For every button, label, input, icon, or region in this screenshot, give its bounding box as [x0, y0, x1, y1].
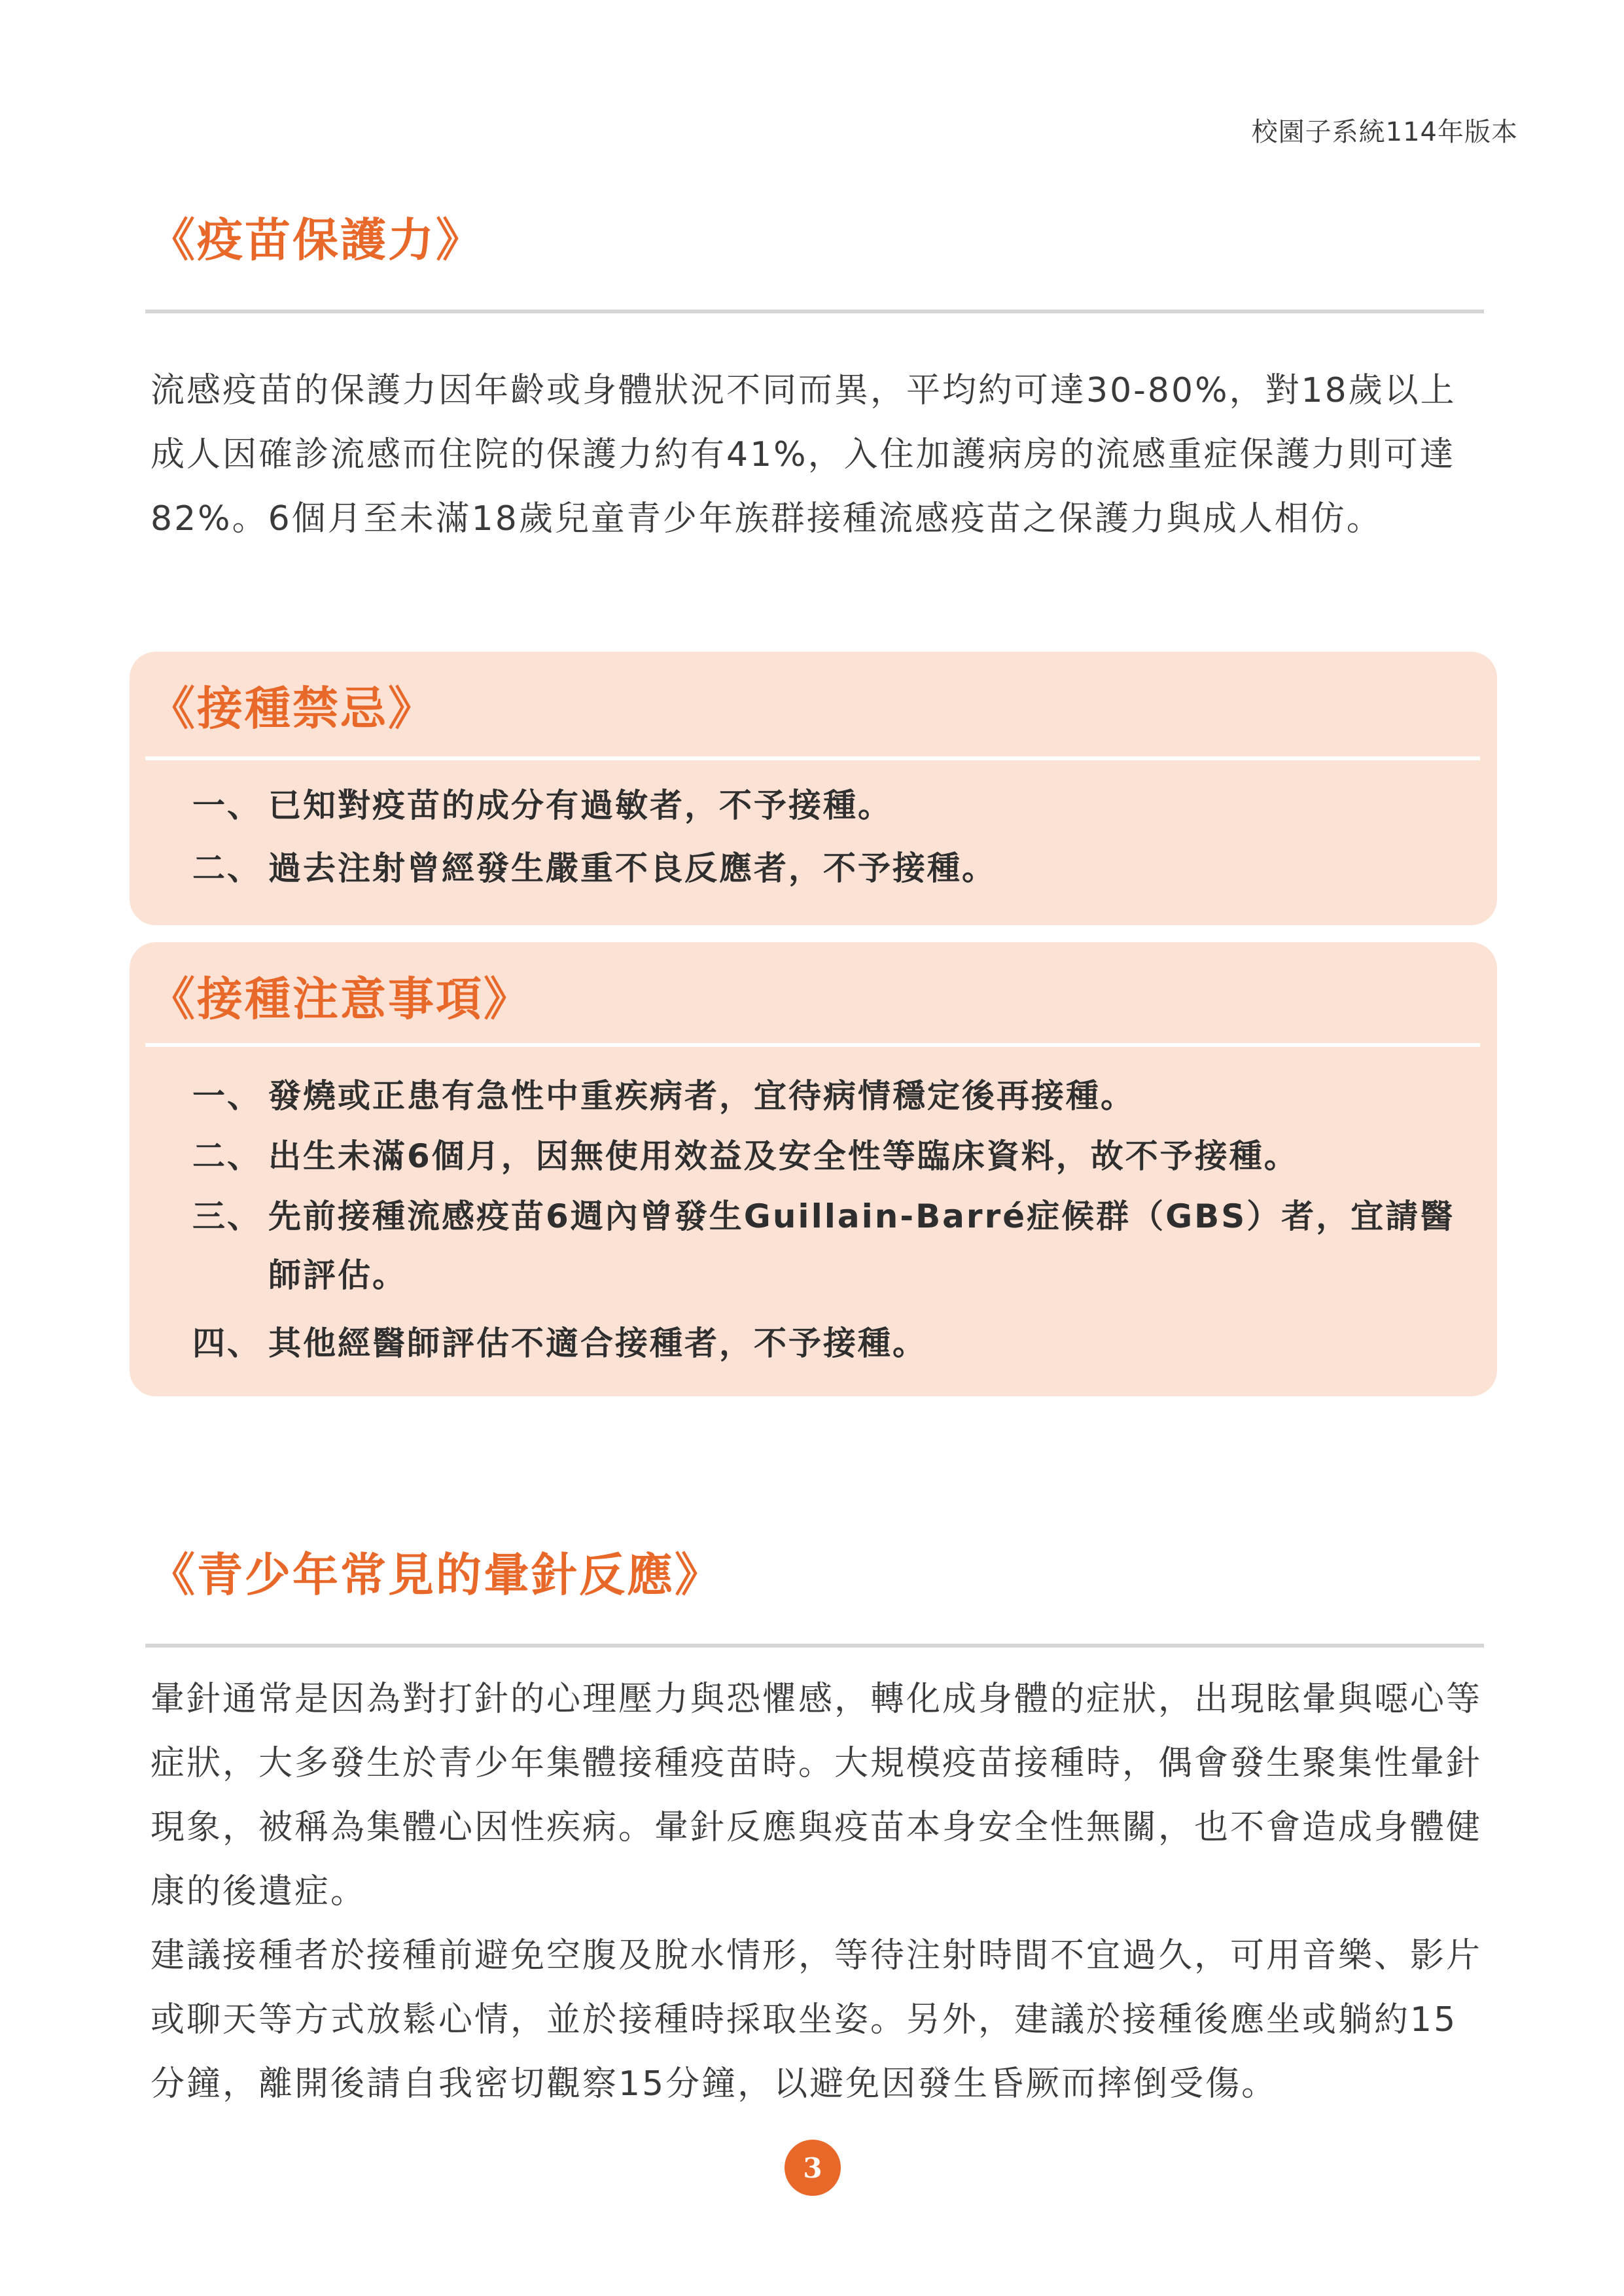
- precaution-item: [192, 1187, 1475, 1305]
- item-text: 其他經醫師評估不適合接種者，不予接種。: [268, 1324, 927, 1362]
- section-divider: [145, 1644, 1484, 1648]
- precautions-box: [130, 942, 1497, 1396]
- vaccine-protection-title: 《疫苗保護力》: [149, 213, 484, 267]
- contraindication-item: [192, 839, 1475, 898]
- contraindications-box: [130, 652, 1497, 925]
- item-text: 先前接種流感疫苗6週內曾發生Guillain-Barré症候群（GBS）者，宜請醫師評估。: [268, 1197, 1455, 1294]
- page-number-badge: 3: [785, 2140, 841, 2196]
- item-text: 過去注射曾經發生嚴重不良反應者，不予接種。: [268, 849, 997, 887]
- document-header-label: 校園子系統114年版本: [1251, 117, 1518, 147]
- item-number: 三、: [192, 1197, 262, 1235]
- item-text: 發燒或正患有急性中重疾病者，宜待病情穩定後再接種。: [268, 1077, 1135, 1115]
- fainting-reaction-paragraph-1: 暈針通常是因為對打針的心理壓力與恐懼感，轉化成身體的症狀，出現眩暈與噁心等症狀，大多發生於青少年集體接種疫苗時。大規模疫苗接種時，偶會發生聚集性暈針現象，被稱為集體心因性疾病。暈針反應與疫苗本身安全性無關，也不會造成身體健康的後遺症。: [150, 1680, 1483, 1911]
- precautions-title: 《接種注意事項》: [149, 972, 531, 1026]
- item-number: 一、: [192, 1077, 262, 1115]
- precaution-item: [192, 1314, 1475, 1373]
- box-divider: [145, 756, 1480, 760]
- precaution-item: [192, 1067, 1475, 1125]
- vaccine-protection-paragraph: 流感疫苗的保護力因年齡或身體狀況不同而異，平均約可達30-80%，對18歲以上成人因確診流感而住院的保護力約有41%，入住加護病房的流感重症保護力則可達82%。6個月至未滿18歲兒童青少年族群接種流感疫苗之保護力與成人相仿。: [150, 371, 1456, 539]
- item-text: 出生未滿6個月，因無使用效益及安全性等臨床資料，故不予接種。: [268, 1137, 1299, 1175]
- item-number: 四、: [192, 1324, 262, 1362]
- fainting-reaction-paragraph-2: 建議接種者於接種前避免空腹及脫水情形，等待注射時間不宜過久，可用音樂、影片或聊天等方式放鬆心情，並於接種時採取坐姿。另外，建議於接種後應坐或躺約15分鐘，離開後請自我密切觀察15分鐘，以避免因發生昏厥而摔倒受傷。: [150, 1936, 1483, 2104]
- fainting-reaction-title: 《青少年常見的暈針反應》: [149, 1548, 722, 1602]
- item-text: 已知對疫苗的成分有過敏者，不予接種。: [268, 786, 892, 824]
- contraindication-item: [192, 776, 1475, 835]
- box-divider: [145, 1043, 1480, 1047]
- contraindications-title: 《接種禁忌》: [149, 682, 436, 735]
- item-number: 一、: [192, 786, 262, 824]
- item-number: 二、: [192, 1137, 262, 1175]
- precaution-item: [192, 1127, 1475, 1186]
- item-number: 二、: [192, 849, 262, 887]
- section-divider: [145, 309, 1484, 313]
